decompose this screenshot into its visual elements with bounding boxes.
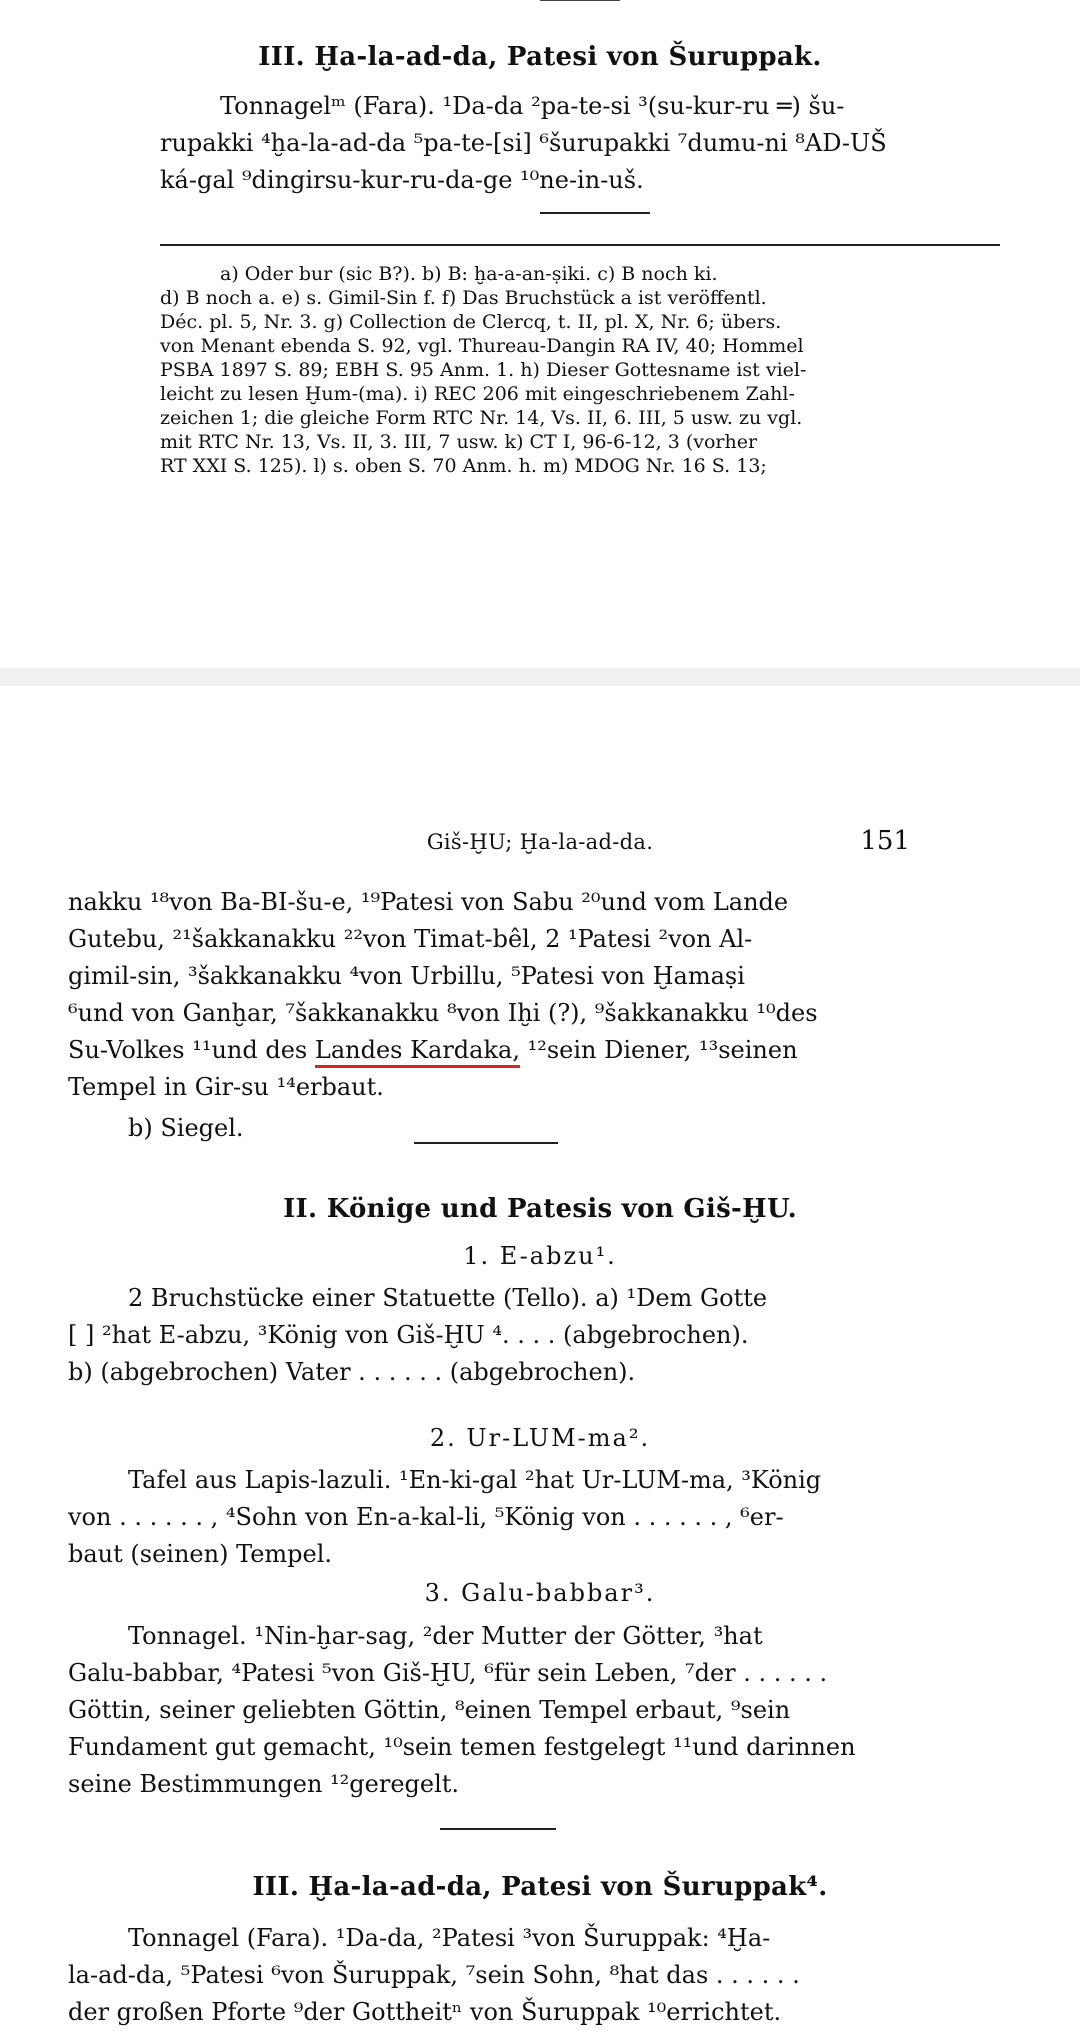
running-head: Giš-ḪU; Ḫa-la-ad-da.: [426, 830, 654, 854]
footnote-rule: [160, 244, 1000, 246]
sub1-line: 2 Bruchstücke einer Statuette (Tello). a) ¹Dem Gotte: [128, 1284, 768, 1312]
intro-line: gimil-sin, ³šakkanakku ⁴von Urbillu, ⁵Patesi von Ḫamaṣi: [68, 962, 745, 990]
footnote-line: mit RTC Nr. 13, Vs. II, 3. III, 7 usw. k) CT I, 96-6-12, 3 (vorher: [160, 431, 758, 453]
text-before-highlight: Su-Volkes ¹¹und des: [68, 1036, 315, 1064]
subsection-2-text: [68, 1462, 988, 1573]
short-divider: [440, 1828, 556, 1830]
sub1-line: [ ] ²hat E-abzu, ³König von Giš-ḪU ⁴. . . . (abgebrochen).: [68, 1321, 749, 1349]
top-page: [0, 0, 1080, 668]
section-3-text: [68, 1920, 988, 2031]
footnote-line: von Menant ebenda S. 92, vgl. Thureau-Dangin RA IV, 40; Hommel: [160, 335, 804, 357]
footnote-line: PSBA 1897 S. 89; EBH S. 95 Anm. 1. h) Dieser Gottesname ist viel-: [160, 359, 807, 381]
sub1-line: b) (abgebrochen) Vater . . . . . . (abgebrochen).: [68, 1358, 636, 1386]
footnote-line: Déc. pl. 5, Nr. 3. g) Collection de Clercq, t. II, pl. X, Nr. 6; übers.: [160, 311, 782, 333]
text-after-highlight: ¹²sein Diener, ¹³seinen: [519, 1036, 798, 1064]
subsection-1-text: [68, 1280, 988, 1391]
intro-line: Tempel in Gir-su ¹⁴erbaut.: [68, 1073, 384, 1101]
short-divider: [540, 212, 650, 214]
intro-text: [68, 884, 988, 1106]
sub3-line: Galu-babbar, ⁴Patesi ⁵von Giš-ḪU, ⁶für sein Leben, ⁷der . . . . . .: [68, 1659, 828, 1687]
page-separator: [0, 668, 1080, 686]
section-3-title: III. Ḫa-la-ad-da, Patesi von Šuruppak⁴.: [252, 1872, 828, 1902]
top-body-line: rupakki ⁴ḫa-la-ad-da ⁵pa-te-[si] ⁶šurupakki ⁷dumu-ni ⁸AD-UŠ: [160, 129, 887, 157]
intro-line: ⁶und von Ganḫar, ⁷šakkanakku ⁸von Iḫi (?), ⁹šakkanakku ¹⁰des: [68, 999, 818, 1027]
footnotes: [160, 262, 1000, 478]
page-number: 151: [860, 826, 910, 856]
sub3-line: Tonnagel. ¹Nin-ḫar-sag, ²der Mutter der Götter, ³hat: [128, 1622, 763, 1650]
sub2-line: von . . . . . . , ⁴Sohn von En-a-kal-li, ⁵König von . . . . . . , ⁶er-: [68, 1503, 784, 1531]
subsection-3-text: [68, 1618, 988, 1803]
sec3-line: la-ad-da, ⁵Patesi ⁶von Šuruppak, ⁷sein Sohn, ⁸hat das . . . . . .: [68, 1961, 800, 1989]
footnote-line: zeichen 1; die gleiche Form RTC Nr. 14, Vs. II, 6. III, 5 usw. zu vgl.: [160, 407, 803, 429]
sub2-line: Tafel aus Lapis-lazuli. ¹En-ki-gal ²hat Ur-LUM-ma, ³König: [128, 1466, 822, 1494]
highlighted-phrase[interactable]: Landes Kardaka,: [315, 1036, 520, 1068]
sub2-line: baut (seinen) Tempel.: [68, 1540, 333, 1568]
siegel-line: b) Siegel.: [128, 1114, 244, 1142]
top-body: [160, 88, 1000, 199]
intro-line: Gutebu, ²¹šakkanakku ²²von Timat-bêl, 2 ¹Patesi ²von Al-: [68, 925, 753, 953]
section-2-title: II. Könige und Patesis von Giš-ḪU.: [283, 1194, 797, 1224]
intro-line: nakku ¹⁸von Ba-BI-šu-e, ¹⁹Patesi von Sabu ²⁰und vom Lande: [68, 888, 789, 916]
top-edge-rule: [540, 0, 620, 1]
sec3-line: Tonnagel (Fara). ¹Da-da, ²Patesi ³von Šuruppak: ⁴Ḫa-: [128, 1924, 771, 1952]
sub3-line: seine Bestimmungen ¹²geregelt.: [68, 1770, 460, 1798]
sub3-line: Göttin, seiner geliebten Göttin, ⁸einen Tempel erbaut, ⁹sein: [68, 1696, 791, 1724]
top-section-title: III. Ḫa-la-ad-da, Patesi von Šuruppak.: [258, 42, 822, 72]
intro-line-highlighted: [68, 1032, 988, 1069]
footnote-line: RT XXI S. 125). l) s. oben S. 70 Anm. h. m) MDOG Nr. 16 S. 13;: [160, 455, 767, 477]
subsection-1-title: 1. E-abzu¹.: [463, 1242, 617, 1270]
footnote-line: leicht zu lesen Ḫum-(ma). i) REC 206 mit eingeschriebenem Zahl-: [160, 383, 795, 405]
sub3-line: Fundament gut gemacht, ¹⁰sein temen festgelegt ¹¹und darinnen: [68, 1733, 856, 1761]
footnote-line: a) Oder bur (sic B?). b) B: ḫa-a-an-ṣiki. c) B noch ki.: [220, 263, 718, 285]
sec3-line: der großen Pforte ⁹der Gottheitⁿ von Šuruppak ¹⁰errichtet.: [68, 1998, 782, 2026]
bottom-page: [0, 686, 1080, 2026]
footnote-line: d) B noch a. e) s. Gimil-Sin f. f) Das Bruchstück a ist veröffentl.: [160, 287, 767, 309]
top-body-line: ká-gal ⁹dingirsu-kur-ru-da-ge ¹⁰ne-in-uš.: [160, 166, 644, 194]
short-divider: [414, 1142, 558, 1144]
top-body-line: Tonnagelᵐ (Fara). ¹Da-da ²pa-te-si ³(su-kur-ru ═) šu-: [220, 92, 845, 120]
subsection-3-title: 3. Galu-babbar³.: [424, 1579, 656, 1607]
subsection-2-title: 2. Ur-LUM-ma².: [429, 1424, 651, 1452]
